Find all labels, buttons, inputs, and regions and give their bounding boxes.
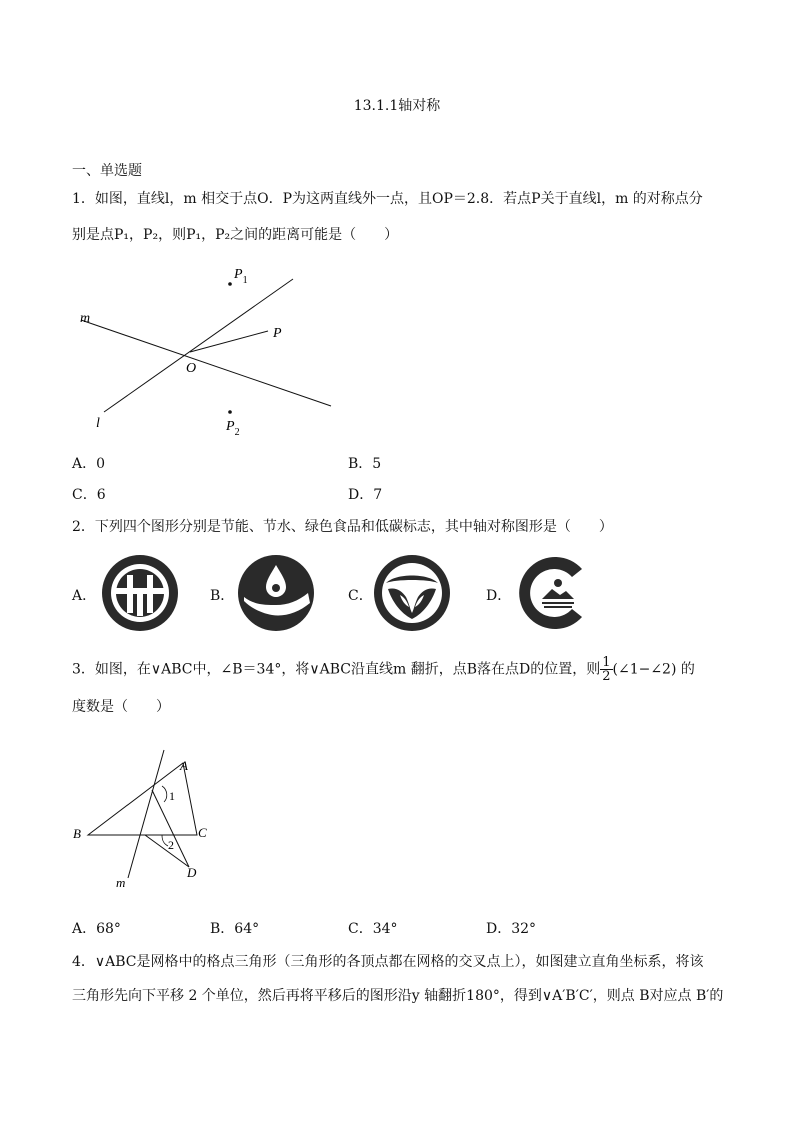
label-p1: $P_1$	[234, 267, 248, 286]
label-p2: $P_2$	[226, 419, 240, 438]
low-carbon-logo-icon	[512, 553, 592, 633]
fraction-one-half: $\frac{1}{2}$	[602, 655, 611, 684]
q3-text-line1	[72, 656, 695, 683]
label-angle-1: 1	[169, 789, 175, 803]
angle-1-arc	[162, 786, 167, 802]
label-b: B	[73, 826, 81, 841]
point-p2	[228, 410, 232, 414]
label-c: C	[198, 825, 207, 840]
label-angle-2: 2	[168, 838, 174, 852]
line-l	[104, 279, 293, 412]
q1-option-d[interactable]: D．7	[348, 487, 383, 503]
label-d: D	[187, 865, 197, 880]
q1-option-b[interactable]: B．5	[348, 456, 382, 472]
label-l: l	[96, 416, 100, 431]
q3-figure	[70, 746, 230, 896]
q2-text: 2．下列四个图形分别是节能、节水、绿色食品和低碳标志，其中轴对称图形是（ ）	[72, 519, 613, 535]
label-p: P	[273, 326, 282, 341]
fold-line-m	[128, 750, 164, 878]
q3-option-a[interactable]: A．68°	[72, 921, 121, 937]
point-p1	[228, 282, 232, 286]
water-saving-logo-icon	[236, 553, 316, 633]
q2-option-d[interactable]: D．	[486, 588, 512, 604]
energy-saving-logo-icon	[100, 553, 180, 633]
label-m: m	[116, 875, 126, 890]
q3-text-part-a: 3．如图，在∨ABC中，∠B＝34°，将∨ABC沿直线m 翻折，点B落在点D的位置，则	[72, 661, 601, 678]
triangle-abc	[88, 763, 197, 835]
q4-text-line2: 三角形先向下平移 2 个单位，然后再将平移后的图形沿y 轴翻折180°，得到∨A′B′C′，则点 B对应点 B′的	[72, 988, 724, 1004]
label-o: O	[186, 361, 197, 376]
label-a: A	[180, 758, 188, 773]
segment-op	[190, 331, 268, 352]
q3-option-b[interactable]: B．64°	[210, 921, 260, 937]
q1-option-a[interactable]: A．0	[72, 456, 106, 472]
segment-to-d-lower	[145, 835, 189, 867]
section-heading: 一、单选题	[72, 163, 142, 179]
line-m	[81, 320, 331, 406]
q1-option-c[interactable]: C．6	[72, 487, 106, 503]
q1-text-line2: 别是点P₁，P₂，则P₁，P₂之间的距离可能是（ ）	[72, 227, 399, 243]
q4-text-line1: 4．∨ABC是网格中的格点三角形（三角形的各顶点都在网格的交叉点上），如图建立直角坐标系，将该	[72, 954, 704, 970]
q2-option-c[interactable]: C．	[348, 588, 373, 604]
label-m: m	[80, 311, 91, 326]
q2-option-b[interactable]: B．	[210, 588, 235, 604]
q3-option-c[interactable]: C．34°	[348, 921, 398, 937]
page-title: 13.1.1轴对称	[353, 98, 441, 114]
q3-option-d[interactable]: D．32°	[486, 921, 537, 937]
q3-text-line2: 度数是（ ）	[72, 699, 170, 715]
q1-figure	[70, 262, 350, 442]
q2-option-a[interactable]: A．	[72, 588, 97, 604]
green-food-logo-icon	[372, 553, 452, 633]
q3-text-part-b: (∠1−∠2) 的	[612, 661, 695, 678]
q1-text-line1: 1．如图，直线l，m 相交于点O．P为这两直线外一点，且OP＝2.8．若点P关于直线l，m 的对称点分	[72, 191, 703, 207]
